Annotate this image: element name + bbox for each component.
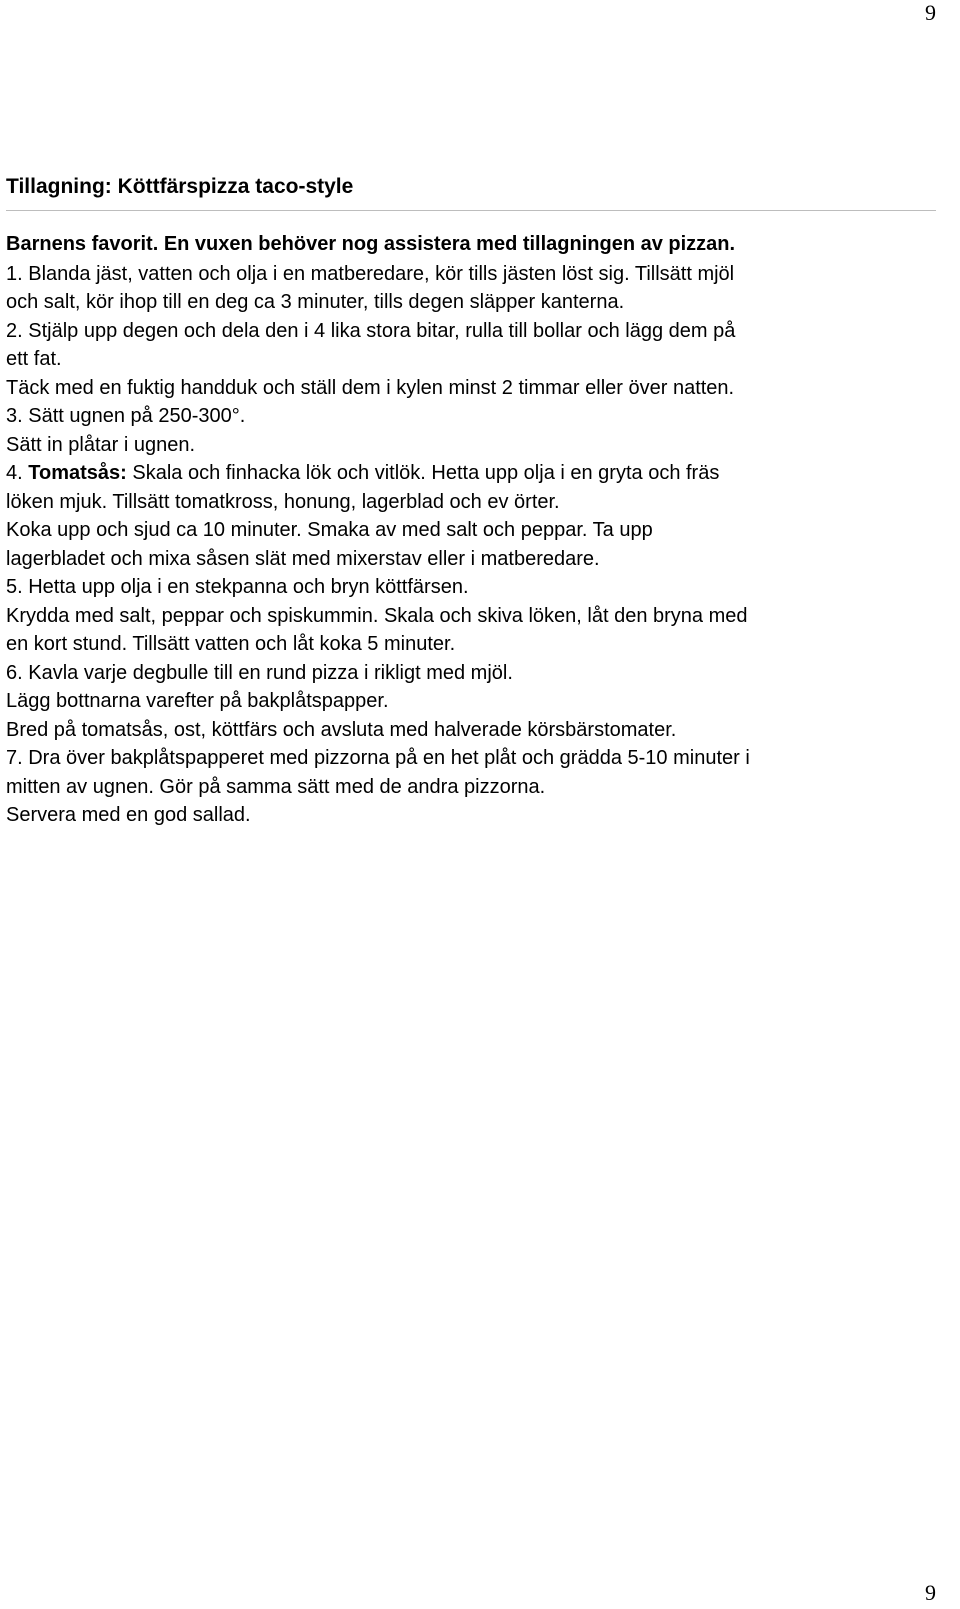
title-divider [6, 210, 936, 211]
recipe-title: Tillagning: Köttfärspizza taco-style [6, 175, 354, 198]
step-line: 7. Dra över bakplåtspapperet med pizzorna på en het plåt och grädda 5-10 minuter i [6, 747, 750, 769]
step-line: och salt, kör ihop till en deg ca 3 minuter, tills degen släpper kanterna. [6, 291, 625, 313]
step-line: mitten av ugnen. Gör på samma sätt med de andra pizzorna. [6, 775, 546, 798]
recipe-step-4 [6, 459, 936, 573]
step-line: Koka upp och sjud ca 10 minuter. Smaka av med salt och peppar. Ta upp [6, 519, 653, 541]
step-line: 3. Sätt ugnen på 250-300°. [6, 405, 246, 427]
recipe-content [6, 172, 936, 830]
step-line: Sätt in plåtar i ugnen. [6, 433, 196, 456]
step-line: 5. Hetta upp olja i en stekpanna och bryn köttfärsen. [6, 576, 469, 598]
step-line: Lägg bottnarna varefter på bakplåtspapper. [6, 690, 389, 712]
recipe-step-3 [6, 402, 936, 459]
recipe-step-6 [6, 659, 936, 745]
step-line: 2. Stjälp upp degen och dela den i 4 lika stora bitar, rulla till bollar och lägg dem på [6, 319, 736, 342]
step-line-first [6, 459, 936, 488]
recipe-step-5 [6, 573, 936, 659]
step-line: en kort stund. Tillsätt vatten och låt koka 5 minuter. [6, 633, 456, 655]
recipe-step-1 [6, 260, 936, 317]
step-line: ett fat. [6, 348, 62, 370]
step-bold-label: Tomatsås: [28, 462, 127, 484]
step-line: Krydda med salt, peppar och spiskummin. Skala och skiva löken, låt den bryna med [6, 604, 748, 627]
step-line: löken mjuk. Tillsätt tomatkross, honung, lagerblad och ev örter. [6, 490, 560, 513]
recipe-intro: Barnens favorit. En vuxen behöver nog assistera med tillagningen av pizzan. [6, 233, 736, 255]
step-line: Täck med en fuktig handduk och ställ dem i kylen minst 2 timmar eller över natten. [6, 376, 735, 399]
step-first-rest: Skala och finhacka lök och vitlök. Hetta upp olja i en gryta och fräs [126, 462, 720, 484]
page-number-top: 9 [925, 0, 936, 25]
step-line: Servera med en god sallad. [6, 804, 251, 826]
step-line: Bred på tomatsås, ost, köttfärs och avsluta med halverade körsbärstomater. [6, 718, 677, 741]
page-number-bottom: 9 [925, 1580, 936, 1605]
step-line: lagerbladet och mixa såsen slät med mixerstav eller i matberedare. [6, 547, 600, 570]
recipe-step-7 [6, 744, 936, 830]
step-line: 1. Blanda jäst, vatten och olja i en matberedare, kör tills jästen löst sig. Tillsätt mjöl [6, 262, 735, 285]
recipe-step-2 [6, 317, 936, 403]
step-line: 6. Kavla varje degbulle till en rund pizza i rikligt med mjöl. [6, 661, 513, 684]
step-prefix: 4. [6, 462, 29, 484]
